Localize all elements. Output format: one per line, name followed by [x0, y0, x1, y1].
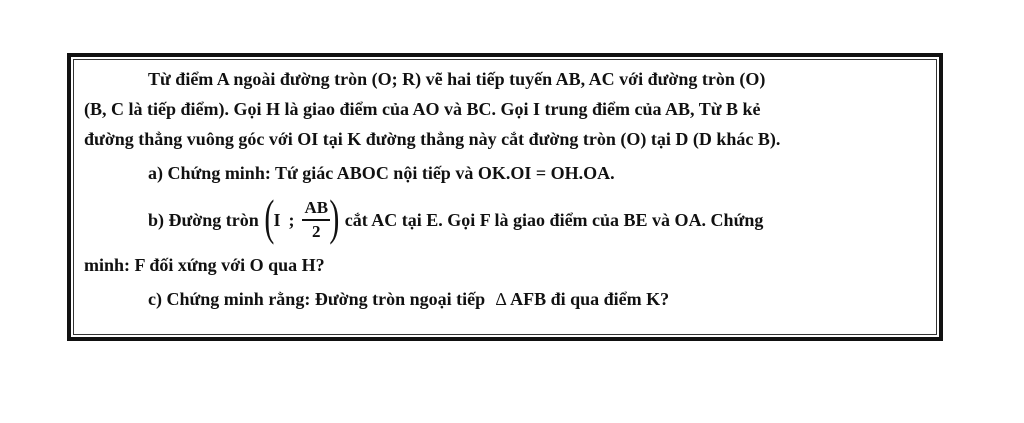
right-paren: ) — [329, 189, 340, 245]
part-c-prefix: c) Chứng minh rằng: Đường tròn ngoại tiếp — [148, 289, 486, 309]
part-c-suffix: AFB đi qua điểm K? — [510, 289, 670, 309]
part-b-suffix: cắt AC tại E. Gọi F là giao điểm của BE và OA. Chứng — [344, 210, 764, 230]
part-c — [84, 284, 924, 314]
part-b-line-2: minh: F đối xứng với O qua H? — [84, 255, 325, 275]
intro-line-2: (B, C là tiếp điểm). Gọi H là giao điểm của AO và BC. Gọi I trung điểm của AB, Từ B kẻ — [84, 99, 761, 119]
fraction-numerator: AB — [302, 197, 330, 221]
part-b-prefix: b) Đường tròn — [148, 210, 259, 230]
problem-text — [84, 64, 924, 314]
triangle-symbol: ∆ — [495, 289, 507, 309]
intro-line-3: đường thẳng vuông góc với OI tại K đường thẳng này cắt đường tròn (O) tại D (D khác B). — [84, 129, 781, 149]
part-b-line-1 — [84, 190, 924, 250]
part-b-semicolon: ; — [288, 210, 295, 230]
left-paren: ( — [264, 189, 275, 245]
fraction-denominator: 2 — [312, 222, 321, 241]
part-b-center: I — [273, 210, 281, 230]
intro-line-1: Từ điểm A ngoài đường tròn (O; R) vẽ hai tiếp tuyến AB, AC với đường tròn (O) — [148, 69, 766, 89]
part-a: a) Chứng minh: Tứ giác ABOC nội tiếp và OK.OI = OH.OA. — [148, 163, 615, 183]
radius-fraction — [302, 197, 330, 243]
